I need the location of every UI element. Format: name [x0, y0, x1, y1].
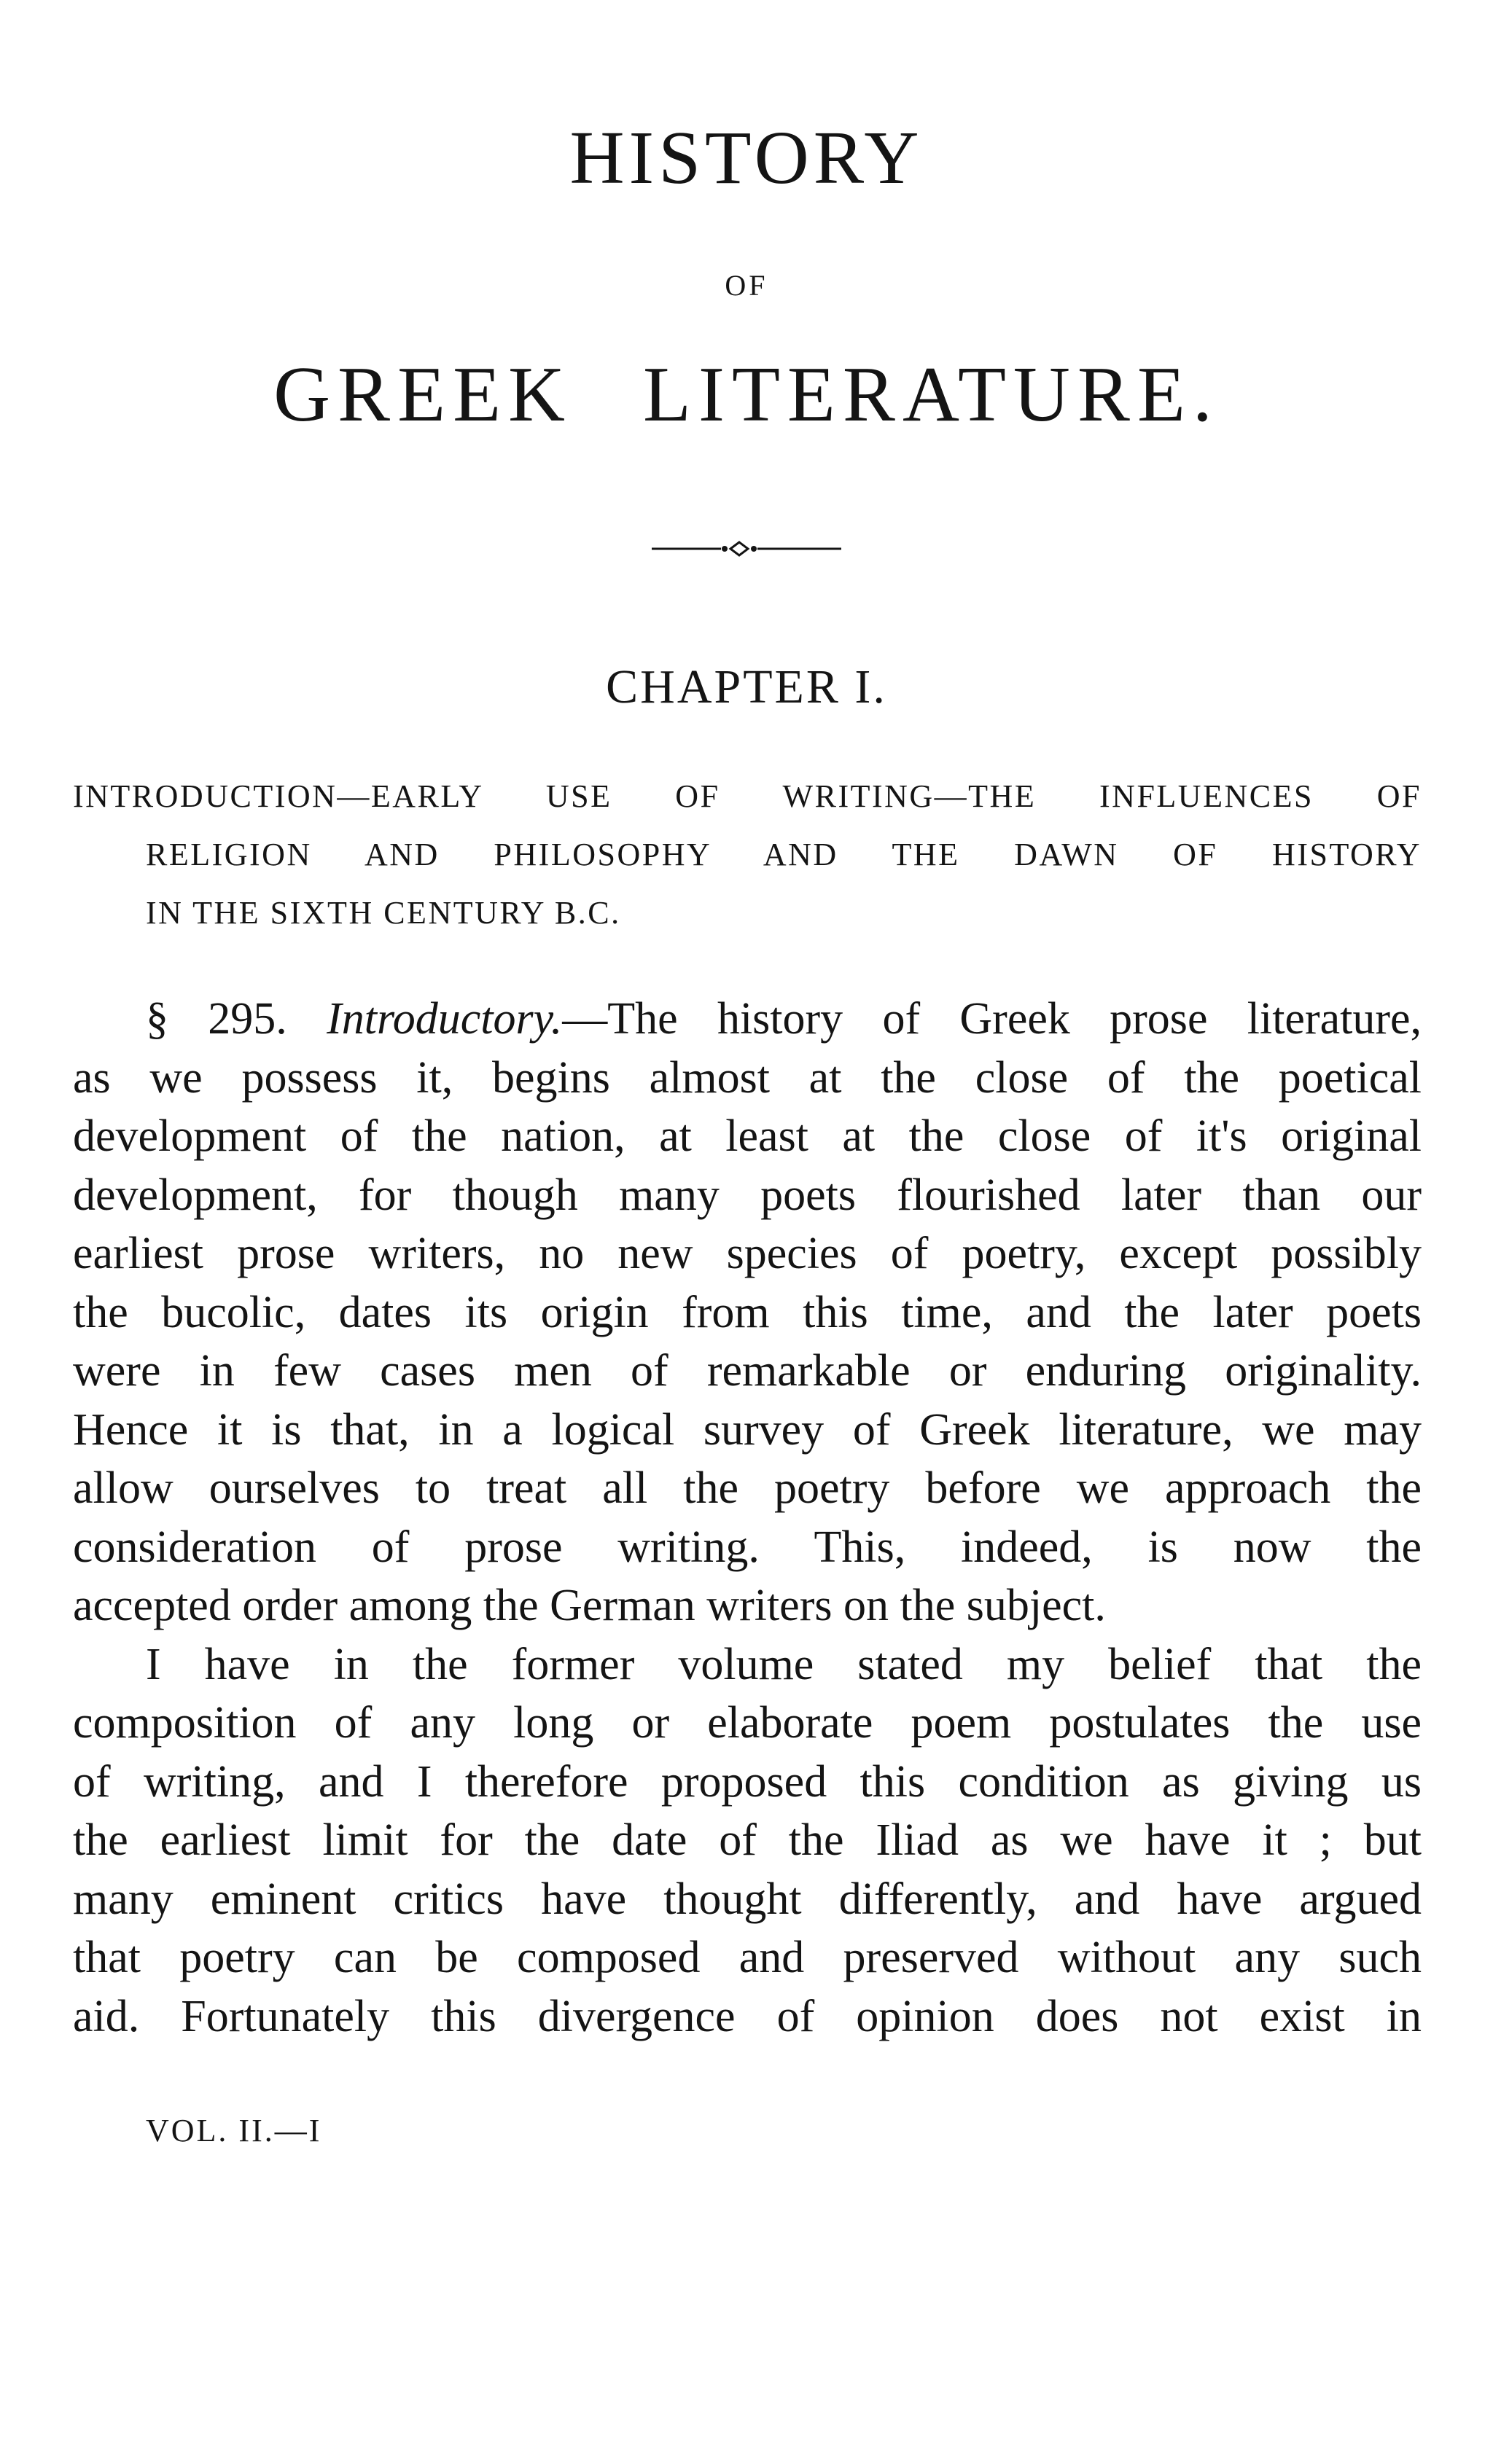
paragraph-line: consideration of prose writing. This, indeed, is now the: [73, 1522, 1422, 1572]
paragraph-line: were in few cases men of remarkable or enduring originality.: [73, 1346, 1422, 1396]
section-number: § 295.: [146, 994, 287, 1044]
chapter-summary: [73, 767, 1422, 942]
paragraph-line: many eminent critics have thought differently, and have argued: [73, 1874, 1422, 1924]
section-first-line: [73, 990, 1422, 1049]
rule-diamond-ornament-icon: [652, 538, 841, 560]
book-title-connector: OF: [725, 269, 768, 302]
paragraph-line: development of the nation, at least at the close of it's original: [73, 1111, 1422, 1161]
chapter-summary-line: IN THE SIXTH CENTURY B.C.: [146, 895, 621, 931]
body-text: [73, 990, 1422, 2046]
paragraph-line: that poetry can be composed and preserved without any such: [73, 1933, 1422, 1982]
section-title: Introductory.: [327, 994, 563, 1044]
paragraph-line: allow ourselves to treat all the poetry before we approach the: [73, 1463, 1422, 1513]
paragraph-line: development, for though many poets flourished later than our: [73, 1170, 1422, 1220]
chapter-summary-line: INTRODUCTION—EARLY USE OF WRITING—THE INFLUENCES OF: [73, 778, 1422, 814]
chapter-heading: CHAPTER I.: [606, 660, 887, 713]
signature-mark: VOL. II.—I: [146, 2113, 322, 2148]
paragraph-line: the bucolic, dates its origin from this time, and the later poets: [73, 1287, 1422, 1337]
paragraph-line: composition of any long or elaborate poem postulates the use: [73, 1698, 1422, 1748]
paragraph-line: as we possess it, begins almost at the close of the poetical: [73, 1052, 1422, 1103]
paragraph-line: I have in the former volume stated my belief that the: [146, 1639, 1422, 1689]
paragraph-line: Hence it is that, in a logical survey of Greek literature, we may: [73, 1404, 1422, 1455]
chapter-summary-line: RELIGION AND PHILOSOPHY AND THE DAWN OF HISTORY: [146, 837, 1422, 872]
paragraph-line: aid. Fortunately this divergence of opinion does not exist in: [73, 1991, 1422, 2041]
paragraph-line: earliest prose writers, no new species of poetry, except possibly: [73, 1229, 1422, 1278]
paragraph-line: the earliest limit for the date of the Iliad as we have it ; but: [73, 1815, 1422, 1865]
section-first-line-text: —The history of Greek prose literature,: [562, 994, 1422, 1044]
paragraph-line: accepted order among the German writers on the subject.: [73, 1581, 1106, 1630]
book-title-main: HISTORY: [569, 116, 924, 200]
paragraph-line: of writing, and I therefore proposed this condition as giving us: [73, 1756, 1422, 1807]
book-title-sub: GREEK LITERATURE.: [273, 351, 1220, 438]
